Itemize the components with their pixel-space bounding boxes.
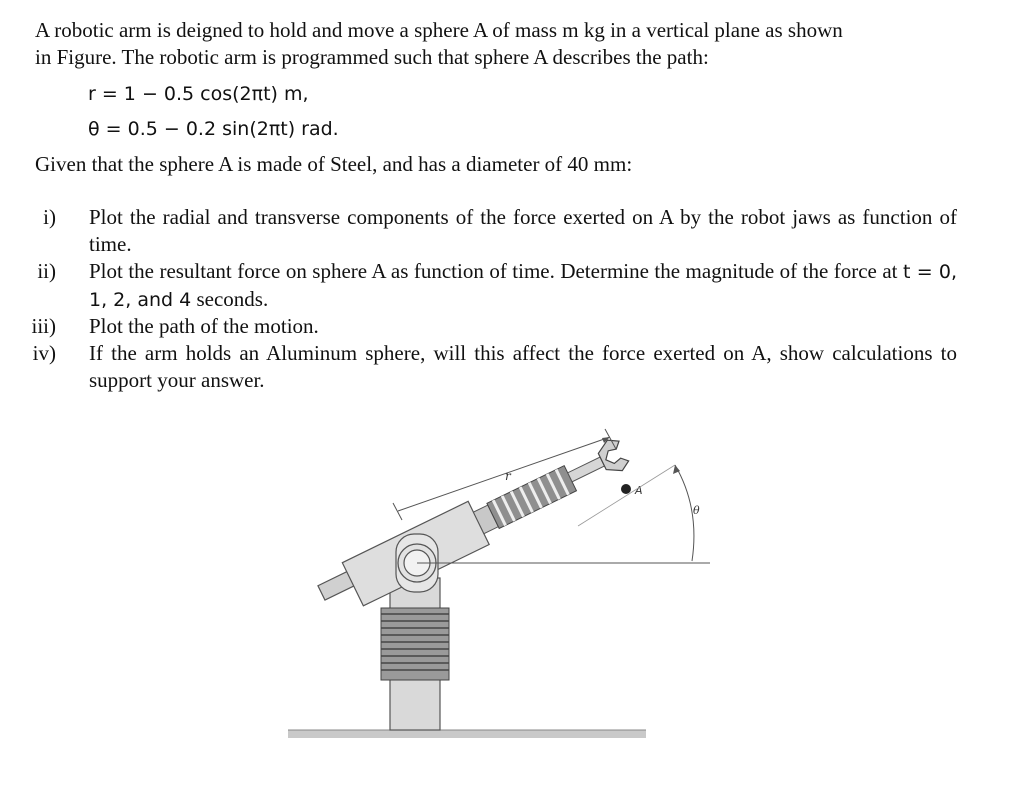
equation-r: r = 1 − 0.5 cos(2πt) m, — [88, 83, 309, 105]
question-text: If the arm holds an Aluminum sphere, will this affect the force exerted on A, show calculations to support your answer. — [89, 341, 957, 392]
label-A: A — [635, 484, 643, 497]
robotic-arm-figure — [280, 418, 740, 758]
question-text — [89, 258, 957, 314]
question-text-part: Plot the resultant force on sphere A as function of time. Determine the magnitude of the force at — [89, 259, 903, 283]
question-number: i) — [43, 205, 56, 229]
question-number: iv) — [32, 341, 56, 365]
intro-line-1: A robotic arm is deigned to hold and move a sphere A of mass m kg in a vertical plane as shown — [35, 18, 843, 42]
label-theta: θ — [693, 504, 700, 517]
ground — [288, 730, 646, 738]
question-number: ii) — [37, 259, 56, 283]
label-r: r — [505, 469, 511, 483]
intro-line-2: in Figure. The robotic arm is programmed such that sphere A describes the path: — [35, 45, 709, 69]
equation-theta: θ = 0.5 − 0.2 sin(2πt) rad. — [88, 118, 339, 140]
question-number: iii) — [31, 314, 56, 338]
column-bellows — [381, 608, 449, 680]
question-text: Plot the radial and transverse components of the force exerted on A by the robot jaws as function of time. — [89, 205, 957, 256]
given-statement: Given that the sphere A is made of Steel, and has a diameter of 40 mm: — [35, 152, 633, 176]
sphere-A — [621, 484, 631, 494]
question-text-part: seconds. — [191, 287, 269, 311]
question-text: Plot the path of the motion. — [89, 314, 319, 338]
time-values: t = 0, 1, 2, and 4 — [89, 261, 958, 311]
intro-paragraph — [35, 17, 960, 71]
